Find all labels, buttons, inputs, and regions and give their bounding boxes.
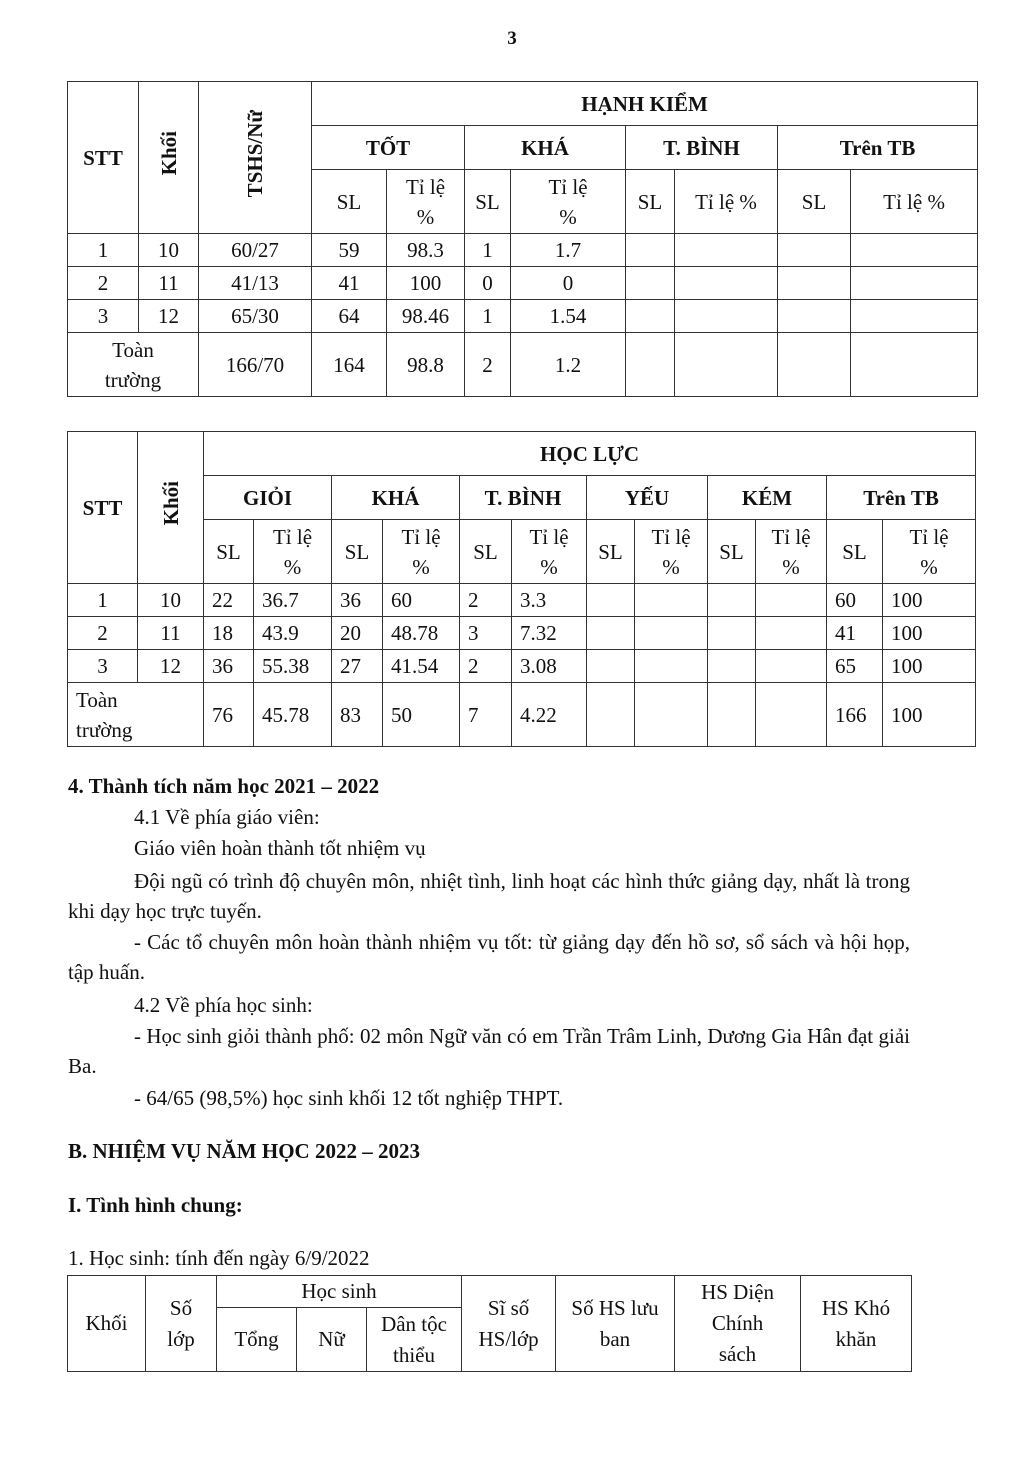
cell: 36 bbox=[204, 650, 254, 683]
page-number: 3 bbox=[507, 28, 517, 49]
cell: 36.7 bbox=[254, 584, 332, 617]
cell: 83 bbox=[332, 683, 383, 747]
cell: 2 bbox=[68, 617, 138, 650]
table-row-total bbox=[68, 333, 978, 397]
total-label: Toàn trường bbox=[68, 683, 204, 747]
cell bbox=[626, 234, 675, 267]
cell: 3.08 bbox=[512, 650, 587, 683]
cell: 1 bbox=[68, 584, 138, 617]
cell: 3 bbox=[68, 300, 139, 333]
cell: 64 bbox=[312, 300, 387, 333]
cell bbox=[778, 234, 851, 267]
cell: 10 bbox=[139, 234, 199, 267]
cell: 48.78 bbox=[383, 617, 460, 650]
cell: 1 bbox=[465, 234, 511, 267]
cell: 2 bbox=[460, 650, 512, 683]
cell bbox=[708, 584, 756, 617]
header-academic: HỌC LỰC bbox=[204, 432, 976, 476]
cell bbox=[675, 267, 778, 300]
cell: 59 bbox=[312, 234, 387, 267]
header-sl: SL bbox=[778, 170, 851, 234]
section-i-heading: I. Tình hình chung: bbox=[68, 1193, 243, 1217]
cell: 2 bbox=[465, 333, 511, 397]
cell: 3 bbox=[460, 617, 512, 650]
header-sl: SL bbox=[827, 520, 883, 584]
cell: 27 bbox=[332, 650, 383, 683]
table-row bbox=[68, 617, 976, 650]
student-table bbox=[67, 1275, 912, 1372]
table-row bbox=[68, 300, 978, 333]
cell bbox=[675, 300, 778, 333]
cell: 12 bbox=[139, 300, 199, 333]
cell: 166/70 bbox=[199, 333, 312, 397]
student-heading: 4.2 Về phía học sinh: bbox=[134, 993, 313, 1017]
cell: 3 bbox=[68, 650, 138, 683]
cell: 60/27 bbox=[199, 234, 312, 267]
cell: 41/13 bbox=[199, 267, 312, 300]
header-tong: Tổng bbox=[217, 1308, 297, 1372]
conduct-table bbox=[67, 81, 978, 397]
cell: 100 bbox=[387, 267, 465, 300]
header-tile: Tỉ lệ % bbox=[254, 520, 332, 584]
cell bbox=[778, 267, 851, 300]
header-yeu: YẾU bbox=[587, 476, 708, 520]
header-grade: Khối bbox=[139, 82, 199, 234]
header-trentb: Trên TB bbox=[778, 126, 978, 170]
header-tile: Tỉ lệ % bbox=[635, 520, 708, 584]
cell bbox=[851, 234, 978, 267]
header-sl: SL bbox=[332, 520, 383, 584]
cell: 20 bbox=[332, 617, 383, 650]
cell: 3.3 bbox=[512, 584, 587, 617]
header-sl: SL bbox=[312, 170, 387, 234]
header-dan-toc: Dân tộc thiểu bbox=[367, 1308, 462, 1372]
cell bbox=[626, 300, 675, 333]
cell: 98.8 bbox=[387, 333, 465, 397]
cell: 65/30 bbox=[199, 300, 312, 333]
cell: 0 bbox=[511, 267, 626, 300]
cell: 7.32 bbox=[512, 617, 587, 650]
cell bbox=[587, 650, 635, 683]
cell bbox=[587, 584, 635, 617]
header-nu: Nữ bbox=[297, 1308, 367, 1372]
header-hoc-sinh: Học sinh bbox=[217, 1276, 462, 1308]
header-tb: T. BÌNH bbox=[626, 126, 778, 170]
cell bbox=[635, 584, 708, 617]
header-sl: SL bbox=[465, 170, 511, 234]
cell: 65 bbox=[827, 650, 883, 683]
header-tb: T. BÌNH bbox=[460, 476, 587, 520]
table-row-total bbox=[68, 683, 976, 747]
cell: 11 bbox=[139, 267, 199, 300]
cell bbox=[851, 333, 978, 397]
cell: 76 bbox=[204, 683, 254, 747]
cell: 1.2 bbox=[511, 333, 626, 397]
teacher-line-1: Giáo viên hoàn thành tốt nhiệm vụ bbox=[134, 836, 426, 860]
cell bbox=[635, 617, 708, 650]
cell: 41 bbox=[827, 617, 883, 650]
cell bbox=[675, 234, 778, 267]
cell bbox=[587, 617, 635, 650]
cell: 41 bbox=[312, 267, 387, 300]
student-line-1: - Học sinh giỏi thành phố: 02 môn Ngữ văn có em Trần Trâm Linh, Dương Gia Hân đạt giải Ba. bbox=[68, 1024, 910, 1078]
cell: 36 bbox=[332, 584, 383, 617]
cell: 100 bbox=[883, 617, 976, 650]
teacher-line-3: - Các tổ chuyên môn hoàn thành nhiệm vụ tốt: từ giảng dạy đến hồ sơ, sổ sách và hội họp, tập huấn. bbox=[68, 930, 910, 984]
header-kha: KHÁ bbox=[465, 126, 626, 170]
students-line: 1. Học sinh: tính đến ngày 6/9/2022 bbox=[68, 1246, 370, 1270]
header-tile: Tỉ lệ % bbox=[383, 520, 460, 584]
cell: 7 bbox=[460, 683, 512, 747]
teacher-line-2: Đội ngũ có trình độ chuyên môn, nhiệt tình, linh hoạt các hình thức giảng dạy, nhất là trong khi dạy học trực tuyến. bbox=[68, 869, 910, 923]
cell: 0 bbox=[465, 267, 511, 300]
cell bbox=[756, 650, 827, 683]
cell bbox=[626, 333, 675, 397]
cell: 164 bbox=[312, 333, 387, 397]
table-row bbox=[68, 267, 978, 300]
header-grade: Khối bbox=[138, 432, 204, 584]
cell bbox=[756, 584, 827, 617]
header-sl: SL bbox=[626, 170, 675, 234]
cell bbox=[756, 683, 827, 747]
cell bbox=[851, 267, 978, 300]
cell: 1 bbox=[465, 300, 511, 333]
table-row bbox=[68, 650, 976, 683]
header-dien-chinh-sach: HS Diện Chính sách bbox=[675, 1276, 801, 1372]
cell: 98.3 bbox=[387, 234, 465, 267]
cell: 11 bbox=[138, 617, 204, 650]
cell: 2 bbox=[460, 584, 512, 617]
cell: 55.38 bbox=[254, 650, 332, 683]
header-gioi: GIỎI bbox=[204, 476, 332, 520]
header-tile: Tỉ lệ % bbox=[883, 520, 976, 584]
total-label: Toàn trường bbox=[68, 333, 199, 397]
cell: 12 bbox=[138, 650, 204, 683]
cell: 166 bbox=[827, 683, 883, 747]
cell: 18 bbox=[204, 617, 254, 650]
header-si-so: Sĩ số HS/lớp bbox=[462, 1276, 556, 1372]
header-tile-pct: Tỉ lệ % bbox=[851, 170, 978, 234]
header-total-students: TSHS/Nữ bbox=[199, 82, 312, 234]
header-luu-ban: Số HS lưu ban bbox=[556, 1276, 675, 1372]
cell: 100 bbox=[883, 683, 976, 747]
teacher-heading: 4.1 Về phía giáo viên: bbox=[134, 805, 320, 829]
cell bbox=[587, 683, 635, 747]
cell: 4.22 bbox=[512, 683, 587, 747]
cell: 1.54 bbox=[511, 300, 626, 333]
header-tile: Tỉ lệ % bbox=[756, 520, 827, 584]
header-trentb: Trên TB bbox=[827, 476, 976, 520]
cell bbox=[635, 650, 708, 683]
header-sl: SL bbox=[708, 520, 756, 584]
student-line-2: - 64/65 (98,5%) học sinh khối 12 tốt nghiệp THPT. bbox=[134, 1086, 564, 1110]
cell bbox=[851, 300, 978, 333]
cell: 1.7 bbox=[511, 234, 626, 267]
cell bbox=[708, 617, 756, 650]
cell: 10 bbox=[138, 584, 204, 617]
section-b-heading: B. NHIỆM VỤ NĂM HỌC 2022 – 2023 bbox=[68, 1139, 420, 1163]
header-tile: Tỉ lệ % bbox=[512, 520, 587, 584]
cell: 100 bbox=[883, 650, 976, 683]
cell: 100 bbox=[883, 584, 976, 617]
cell: 41.54 bbox=[383, 650, 460, 683]
cell bbox=[635, 683, 708, 747]
header-stt: STT bbox=[68, 432, 138, 584]
academic-table bbox=[67, 431, 976, 747]
cell bbox=[756, 617, 827, 650]
header-kem: KÉM bbox=[708, 476, 827, 520]
header-kha: KHÁ bbox=[332, 476, 460, 520]
cell: 60 bbox=[827, 584, 883, 617]
cell bbox=[778, 300, 851, 333]
header-sl: SL bbox=[460, 520, 512, 584]
table-row bbox=[68, 584, 976, 617]
header-kho-khan: HS Khó khăn bbox=[801, 1276, 912, 1372]
header-sl: SL bbox=[587, 520, 635, 584]
header-stt: STT bbox=[68, 82, 139, 234]
header-tile: Tỉ lệ % bbox=[387, 170, 465, 234]
header-sl: SL bbox=[204, 520, 254, 584]
header-so-lop: Số lớp bbox=[146, 1276, 217, 1372]
cell bbox=[778, 333, 851, 397]
cell bbox=[675, 333, 778, 397]
header-tile-pct: Tỉ lệ % bbox=[675, 170, 778, 234]
table-row bbox=[68, 234, 978, 267]
cell bbox=[708, 650, 756, 683]
header-tile: Tỉ lệ % bbox=[511, 170, 626, 234]
cell: 60 bbox=[383, 584, 460, 617]
cell: 50 bbox=[383, 683, 460, 747]
cell: 43.9 bbox=[254, 617, 332, 650]
cell bbox=[626, 267, 675, 300]
section-4-heading: 4. Thành tích năm học 2021 – 2022 bbox=[68, 774, 380, 798]
header-conduct: HẠNH KIỂM bbox=[312, 82, 978, 126]
header-khoi: Khối bbox=[68, 1276, 146, 1372]
cell: 45.78 bbox=[254, 683, 332, 747]
cell: 22 bbox=[204, 584, 254, 617]
cell: 2 bbox=[68, 267, 139, 300]
header-tot: TỐT bbox=[312, 126, 465, 170]
cell: 98.46 bbox=[387, 300, 465, 333]
cell bbox=[708, 683, 756, 747]
cell: 1 bbox=[68, 234, 139, 267]
